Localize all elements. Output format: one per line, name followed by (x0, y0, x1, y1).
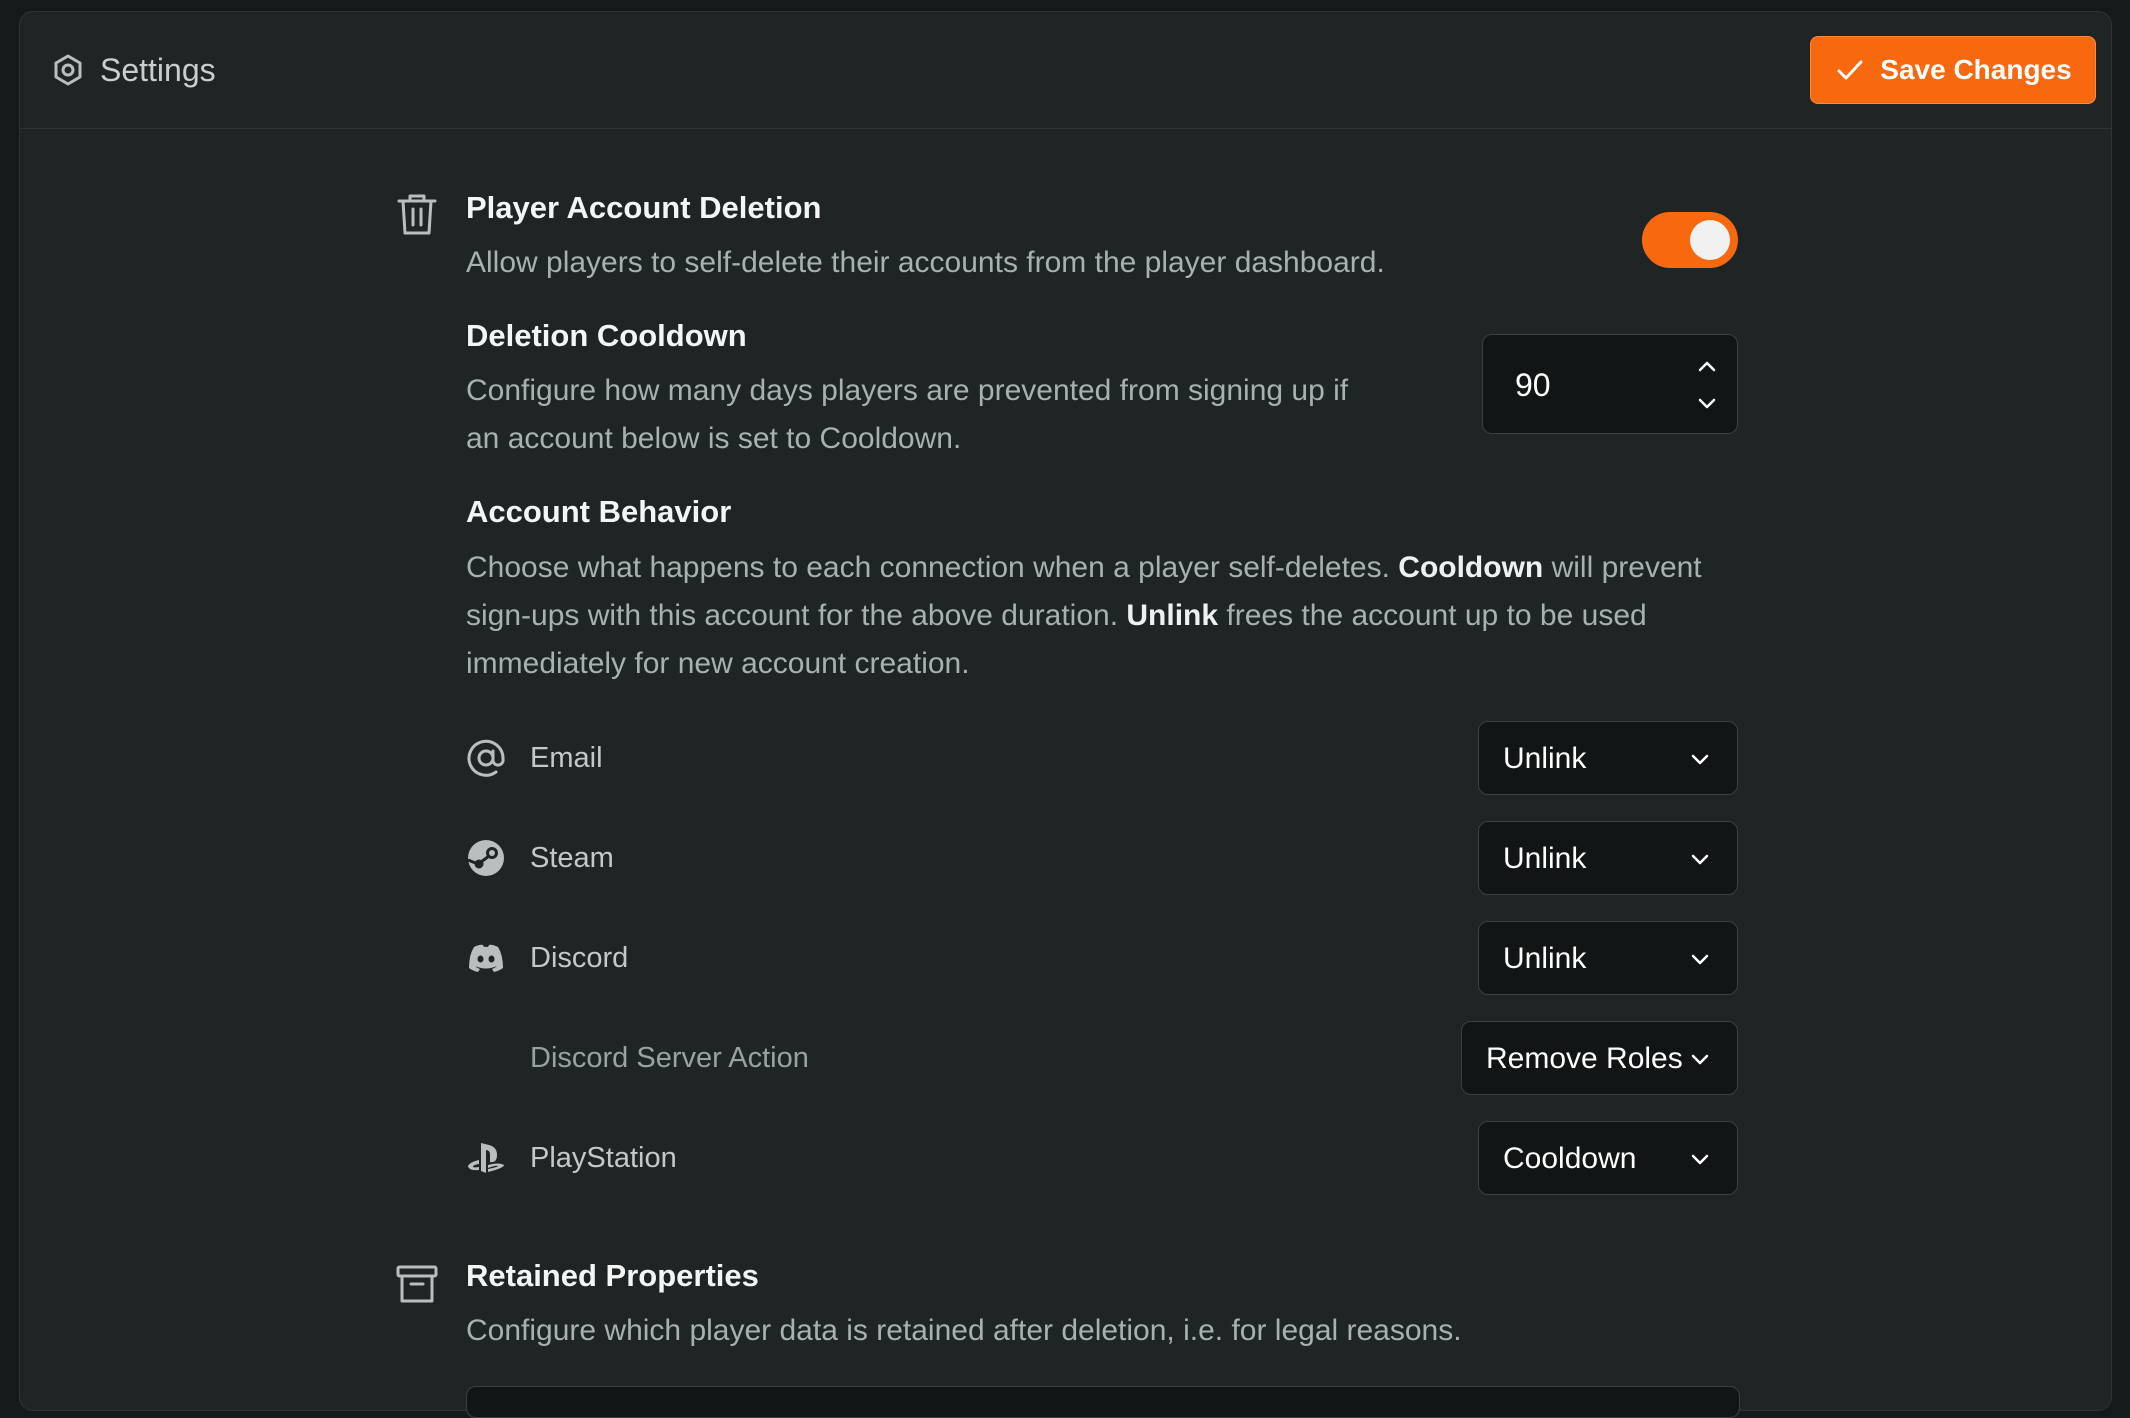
check-icon (1834, 54, 1866, 86)
trash-icon (395, 192, 439, 236)
deletion-toggle[interactable] (1642, 212, 1738, 268)
cooldown-title: Deletion Cooldown (466, 318, 747, 353)
playstation-action-select[interactable] (1478, 1121, 1738, 1195)
chevron-up-icon[interactable] (1693, 355, 1721, 379)
connection-label-email: Email (530, 742, 603, 774)
discord-server-action-value: Remove Roles (1486, 1042, 1683, 1075)
chevron-down-icon (1687, 747, 1713, 771)
settings-header (20, 12, 2111, 129)
connection-label-playstation: PlayStation (530, 1142, 677, 1174)
chevron-down-icon (1687, 1147, 1713, 1171)
behavior-description: Choose what happens to each connection when a player self-deletes. Cooldown will prevent sign-ups with this account for the above duration. Unlink frees the account up to be used immediately for new account creation. (466, 551, 1702, 680)
retained-description: Configure which player data is retained after deletion, i.e. for legal reasons. (466, 1314, 1462, 1347)
steam-icon (466, 838, 506, 878)
archive-icon (395, 1262, 439, 1306)
at-sign-icon (466, 738, 506, 778)
email-action-select[interactable] (1478, 721, 1738, 795)
cooldown-description-line2: an account below is set to Cooldown. (466, 422, 962, 455)
behavior-title: Account Behavior (466, 494, 732, 529)
save-changes-button[interactable] (1810, 36, 2096, 104)
connection-label-discord: Discord (530, 942, 629, 974)
save-changes-label: Save Changes (1880, 54, 2072, 85)
chevron-down-icon[interactable] (1693, 391, 1721, 415)
chevron-down-icon (1687, 1047, 1713, 1071)
chevron-down-icon (1687, 847, 1713, 871)
steam-action-select[interactable] (1478, 821, 1738, 895)
discord-action-value: Unlink (1503, 942, 1587, 975)
playstation-action-value: Cooldown (1503, 1142, 1637, 1175)
settings-panel (19, 11, 2112, 1411)
cooldown-value: 90 (1515, 367, 1551, 403)
steam-action-value: Unlink (1503, 842, 1587, 875)
discord-icon (466, 938, 506, 978)
connection-label-discord-server-action: Discord Server Action (530, 1042, 809, 1074)
settings-icon (52, 54, 84, 86)
email-action-value: Unlink (1503, 742, 1587, 775)
deletion-title: Player Account Deletion (466, 190, 822, 225)
playstation-icon (466, 1138, 506, 1178)
connection-label-steam: Steam (530, 842, 614, 874)
chevron-down-icon (1687, 947, 1713, 971)
cooldown-days-input[interactable] (1482, 334, 1738, 434)
discord-action-select[interactable] (1478, 921, 1738, 995)
discord-server-action-select[interactable] (1461, 1021, 1738, 1095)
retained-title: Retained Properties (466, 1258, 759, 1293)
page-title: Settings (100, 52, 216, 88)
cooldown-description-line1: Configure how many days players are prevented from signing up if (466, 374, 1349, 407)
deletion-description: Allow players to self-delete their accounts from the player dashboard. (466, 246, 1385, 279)
retained-properties-field[interactable] (466, 1386, 1740, 1418)
toggle-knob (1690, 220, 1730, 260)
